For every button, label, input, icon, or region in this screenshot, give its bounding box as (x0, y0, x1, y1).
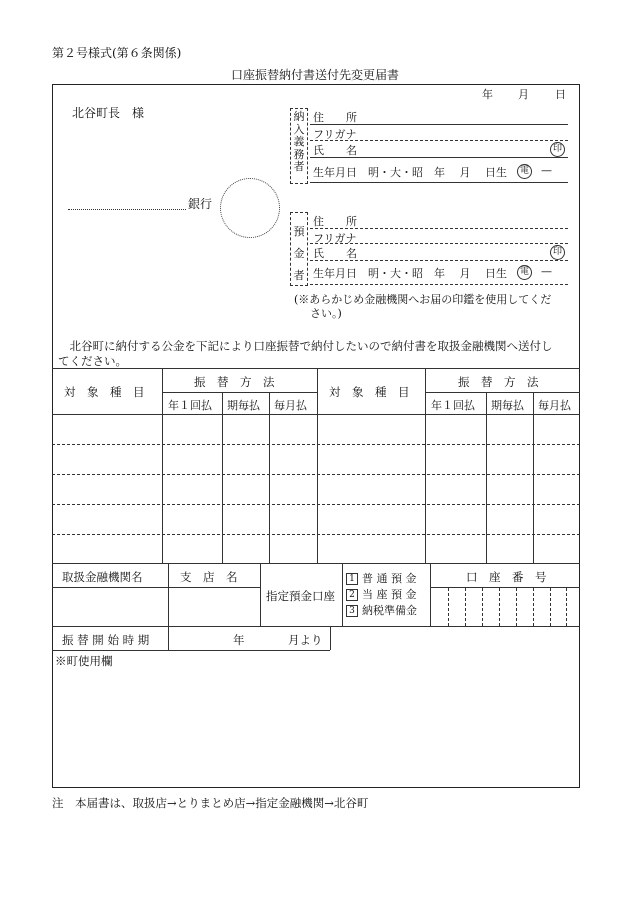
schedule-col-4 (317, 368, 318, 563)
schedule-col-2 (222, 392, 223, 563)
schedule-subheader-line-right (425, 392, 580, 393)
schedule-table-top (52, 368, 580, 369)
target-item-header-left: 対 象 種 目 (64, 385, 145, 399)
institution-name-header: 取扱金融機関名 (62, 570, 143, 584)
town-use-label: ※町使用欄 (55, 654, 113, 668)
schedule-table-bottom (52, 563, 580, 564)
account-type-current-num: 2 (346, 589, 358, 601)
schedule-col-3 (269, 392, 270, 563)
depositor-address-line (310, 228, 568, 229)
addressee: 北谷町長 様 (72, 106, 145, 120)
account-digit-divider-6 (533, 588, 534, 626)
taxpayer-address-line (310, 124, 568, 125)
date-day-label: 日 (555, 88, 566, 101)
schedule-col-6 (486, 392, 487, 563)
seal-note-line1: (※あらかじめ金融機関へお届の印鑑を使用してくだ (294, 293, 552, 306)
depositor-name-label: 氏 名 (313, 247, 357, 260)
account-type-current (346, 586, 417, 602)
account-type-tax-reserve-label: 納税準備金 (362, 604, 417, 617)
account-type-tax-reserve-num: 3 (346, 605, 358, 617)
method-col-monthly-right: 毎月払 (538, 399, 571, 412)
account-type-ordinary (346, 570, 417, 586)
method-col-annual-left: 年１回払 (168, 399, 212, 412)
account-type-ordinary-label: 普 通 預 金 (362, 572, 417, 585)
method-col-period-right: 期毎払 (491, 399, 524, 412)
account-type-current-label: 当 座 預 金 (362, 588, 417, 601)
schedule-row-line-3 (52, 504, 580, 505)
account-type-tax-reserve (346, 602, 417, 618)
date-month-label: 月 (518, 88, 529, 101)
account-digit-divider-7 (550, 588, 551, 626)
bank-col-2 (260, 563, 261, 626)
taxpayer-name-label: 氏 名 (313, 144, 357, 157)
form-frame (52, 84, 580, 788)
bank-table-header-line-right (430, 587, 580, 588)
taxpayer-address-label: 住 所 (313, 111, 357, 124)
taxpayer-tel-dash: — (541, 164, 552, 177)
taxpayer-name-line (310, 157, 568, 158)
depositor-tel-dash: — (541, 265, 552, 278)
bank-col-1 (168, 563, 169, 626)
start-period-col-1 (168, 626, 169, 650)
depositor-furigana-label: フリガナ (313, 232, 357, 245)
method-col-annual-right: 年１回払 (431, 399, 475, 412)
schedule-row-line-4 (52, 534, 580, 535)
date-year-label: 年 (482, 88, 493, 101)
document-title: 口座振替納付書送付先変更届書 (230, 68, 399, 82)
schedule-row-line-1 (52, 444, 580, 445)
account-number-header: 口 座 番 号 (466, 570, 547, 584)
depositor-group-text: 預金者 (293, 225, 305, 282)
schedule-subheader-line-left (162, 392, 317, 393)
start-period-col-2 (330, 626, 331, 650)
depositor-birth-label: 生年月日 明・大・昭 年 月 日生 (313, 267, 507, 280)
depositor-seal-mark: 印 (550, 245, 565, 260)
taxpayer-group-text: 納入義務者 (293, 110, 305, 173)
bank-col-3 (342, 563, 343, 626)
account-digit-divider-5 (516, 588, 517, 626)
account-digit-divider-8 (566, 588, 567, 626)
bank-col-4 (430, 563, 431, 626)
request-text-line2: てください。 (58, 354, 127, 368)
seal-note-line2: さい。) (310, 307, 342, 320)
schedule-col-5 (425, 368, 426, 563)
account-digit-divider-3 (482, 588, 483, 626)
method-header-right: 振 替 方 法 (458, 375, 539, 389)
account-digit-divider-2 (465, 588, 466, 626)
form-number-label: 第２号様式(第６条関係) (52, 46, 182, 60)
taxpayer-furigana-line (310, 140, 568, 141)
depositor-birth-line (310, 284, 568, 285)
taxpayer-tel-mark: 電 (517, 164, 532, 179)
taxpayer-furigana-label: フリガナ (313, 128, 357, 141)
depositor-group-label (290, 212, 308, 286)
taxpayer-group-label (290, 108, 308, 184)
depositor-furigana-line (310, 243, 568, 244)
footer-note: 注 本届書は、取扱店→とりまとめ店→指定金融機関→北谷町 (52, 796, 369, 810)
account-type-ordinary-num: 1 (346, 573, 358, 585)
schedule-header-bottom (52, 414, 580, 415)
account-digit-divider-4 (499, 588, 500, 626)
designated-account-label: 指定預金口座 (266, 589, 335, 603)
bank-name-line (68, 209, 186, 210)
taxpayer-birth-label: 生年月日 明・大・昭 年 月 日生 (313, 166, 507, 179)
method-col-period-left: 期毎払 (227, 399, 260, 412)
start-period-year: 年 (233, 633, 245, 647)
depositor-address-label: 住 所 (313, 215, 357, 228)
target-item-header-right: 対 象 種 目 (329, 385, 410, 399)
schedule-row-line-2 (52, 474, 580, 475)
depositor-name-line (310, 260, 568, 261)
depositor-tel-mark: 電 (517, 265, 532, 280)
method-header-left: 振 替 方 法 (194, 375, 275, 389)
bank-table-header-line-left (52, 587, 260, 588)
bank-table-bottom (52, 626, 580, 627)
branch-name-header: 支 店 名 (180, 570, 238, 584)
account-digit-divider-1 (448, 588, 449, 626)
taxpayer-seal-mark: 印 (550, 142, 565, 157)
bank-label: 銀行 (188, 197, 213, 211)
schedule-col-7 (533, 392, 534, 563)
method-col-monthly-left: 毎月払 (274, 399, 307, 412)
start-period-bottom (52, 650, 330, 651)
start-period-month-from: 月より (288, 633, 323, 647)
bank-seal-circle (220, 178, 280, 238)
start-period-label: 振 替 開 始 時 期 (62, 633, 150, 647)
schedule-col-1 (162, 368, 163, 563)
request-text-line1: 北谷町に納付する公金を下記により口座振替で納付したいので納付書を取扱金融機関へ送付し (58, 339, 553, 353)
taxpayer-birth-line (310, 182, 568, 183)
